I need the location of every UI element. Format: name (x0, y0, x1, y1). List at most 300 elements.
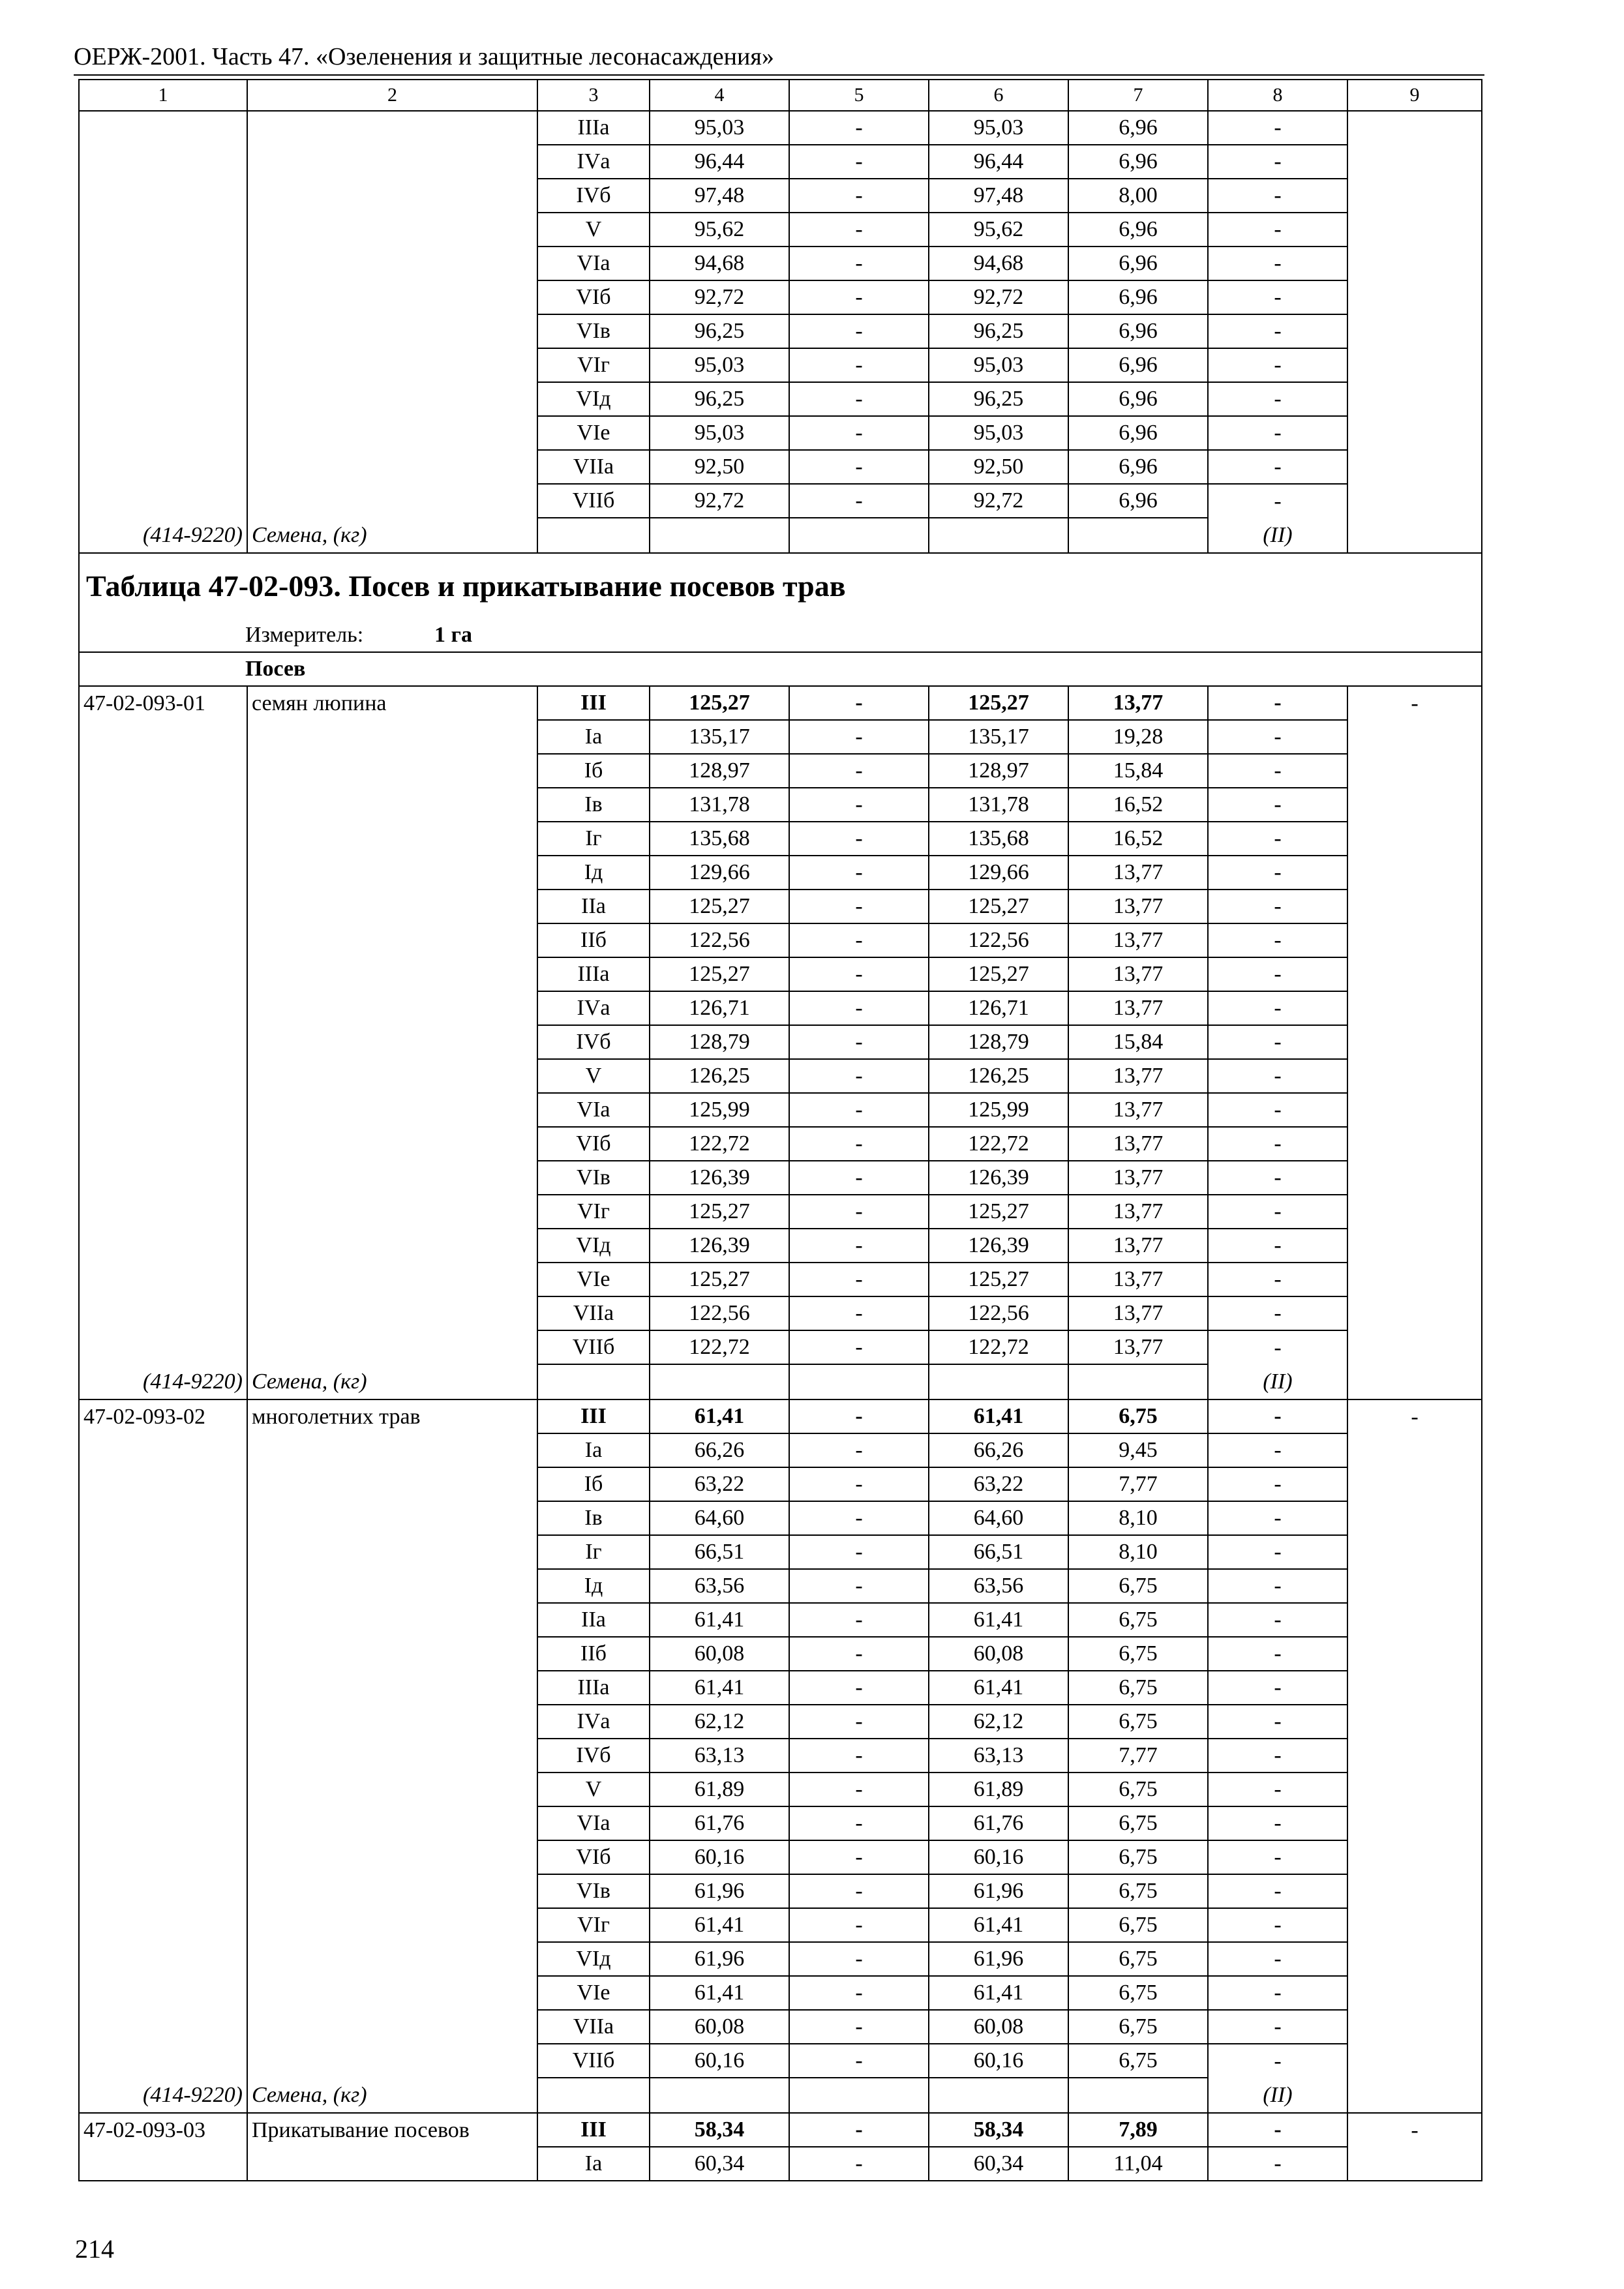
col9-cell (1347, 2044, 1482, 2078)
value-cell: - (1208, 754, 1347, 788)
name-cell (247, 247, 537, 280)
name-cell (247, 1773, 537, 1806)
zone-cell: IVб (537, 1739, 650, 1773)
value-cell: 126,25 (650, 1059, 789, 1093)
code-cell (79, 280, 247, 314)
value-cell: 13,77 (1068, 991, 1208, 1025)
value-cell: 95,03 (650, 416, 789, 450)
measure-cell (79, 619, 1482, 652)
col9-cell (1347, 1330, 1482, 1364)
code-cell (79, 1263, 247, 1296)
value-cell: 66,51 (650, 1535, 789, 1569)
value-cell: 122,72 (650, 1127, 789, 1161)
table-row (79, 1025, 1482, 1059)
name-cell (247, 1501, 537, 1535)
value-cell: - (1208, 1535, 1347, 1569)
value-cell: 8,00 (1068, 179, 1208, 213)
header-rule (74, 74, 1484, 76)
zone-cell: VIб (537, 1840, 650, 1874)
value-cell: - (1208, 1093, 1347, 1127)
value-cell: - (789, 1467, 929, 1501)
value-cell: - (789, 1025, 929, 1059)
value-cell: - (789, 348, 929, 382)
name-cell (247, 314, 537, 348)
table-row (79, 923, 1482, 957)
table-row (79, 1467, 1482, 1501)
col9-cell (1347, 1025, 1482, 1059)
col9-cell (1347, 1093, 1482, 1127)
page-number: 214 (75, 2234, 114, 2264)
table-row (79, 247, 1482, 280)
value-cell: 13,77 (1068, 856, 1208, 890)
name-cell (247, 991, 537, 1025)
value-cell: 126,39 (929, 1161, 1068, 1195)
empty-cell (537, 2078, 650, 2113)
col9-cell: - (1347, 2113, 1482, 2147)
value-cell: - (1208, 1603, 1347, 1637)
name-cell (247, 416, 537, 450)
value-cell: - (789, 822, 929, 856)
zone-cell: VIе (537, 1263, 650, 1296)
zone-cell: VIе (537, 416, 650, 450)
value-cell: 60,34 (650, 2147, 789, 2181)
zone-cell: IVа (537, 1705, 650, 1739)
zone-cell: Iб (537, 754, 650, 788)
zone-cell: VIа (537, 1093, 650, 1127)
value-cell: 61,41 (650, 1399, 789, 1433)
name-cell (247, 1705, 537, 1739)
resource-code: (414-9220) (79, 1364, 247, 1399)
column-number: 6 (929, 80, 1068, 111)
name-cell (247, 1296, 537, 1330)
code-cell (79, 1739, 247, 1773)
code-cell (79, 145, 247, 179)
code-cell (79, 1330, 247, 1364)
value-cell: 6,75 (1068, 1637, 1208, 1671)
value-cell: - (1208, 416, 1347, 450)
value-cell: - (1208, 213, 1347, 247)
value-cell: 13,77 (1068, 686, 1208, 720)
zone-cell: IVб (537, 179, 650, 213)
value-cell: - (1208, 2044, 1347, 2078)
col9-cell (1347, 1773, 1482, 1806)
value-cell: 92,72 (929, 484, 1068, 518)
table-row (79, 1806, 1482, 1840)
value-cell: 6,75 (1068, 1942, 1208, 1976)
code-cell (79, 1195, 247, 1229)
empty-cell (650, 2078, 789, 2113)
col9-cell (1347, 1263, 1482, 1296)
name-cell (247, 1637, 537, 1671)
value-cell: 62,12 (929, 1705, 1068, 1739)
code-cell (79, 822, 247, 856)
name-cell (247, 1263, 537, 1296)
col9-cell (1347, 382, 1482, 416)
value-cell: 135,17 (650, 720, 789, 754)
resource-name: Семена, (кг) (247, 518, 537, 553)
name-cell (247, 1671, 537, 1705)
value-cell: 60,08 (929, 1637, 1068, 1671)
value-cell: 13,77 (1068, 1195, 1208, 1229)
value-cell: 95,62 (650, 213, 789, 247)
col9-cell (1347, 1908, 1482, 1942)
col9-cell (1347, 957, 1482, 991)
value-cell: 135,68 (929, 822, 1068, 856)
value-cell: 6,96 (1068, 416, 1208, 450)
name-cell (247, 1093, 537, 1127)
code-cell (79, 788, 247, 822)
table-row (79, 1739, 1482, 1773)
name-cell (247, 213, 537, 247)
resource-footer-row (79, 2078, 1482, 2113)
name-cell (247, 484, 537, 518)
zone-cell: Iг (537, 1535, 650, 1569)
table-row (79, 1195, 1482, 1229)
value-cell: 61,41 (650, 1976, 789, 2010)
col9-cell (1347, 314, 1482, 348)
table-row (79, 822, 1482, 856)
name-cell (247, 856, 537, 890)
code-cell (79, 1840, 247, 1874)
col9-cell (1347, 1229, 1482, 1263)
value-cell: - (1208, 822, 1347, 856)
zone-cell: VIв (537, 1161, 650, 1195)
value-cell: 60,08 (650, 2010, 789, 2044)
zone-cell: VIд (537, 1942, 650, 1976)
table-row (79, 754, 1482, 788)
table-row (79, 213, 1482, 247)
col9-cell (1347, 856, 1482, 890)
value-cell: - (1208, 1806, 1347, 1840)
value-cell: 6,75 (1068, 1671, 1208, 1705)
value-cell: - (789, 1840, 929, 1874)
value-cell: 6,96 (1068, 145, 1208, 179)
name-cell (247, 1603, 537, 1637)
value-cell: 19,28 (1068, 720, 1208, 754)
code-cell (79, 1908, 247, 1942)
code-cell: 47-02-093-03 (79, 2113, 247, 2147)
value-cell: - (789, 720, 929, 754)
col9-cell (1347, 1569, 1482, 1603)
value-cell: 6,75 (1068, 1705, 1208, 1739)
name-cell (247, 111, 537, 145)
value-cell: 95,03 (929, 111, 1068, 145)
value-cell: 126,71 (929, 991, 1068, 1025)
value-cell: 7,89 (1068, 2113, 1208, 2147)
value-cell: - (789, 1874, 929, 1908)
value-cell: - (1208, 111, 1347, 145)
zone-cell: Iа (537, 2147, 650, 2181)
table-row (79, 1059, 1482, 1093)
value-cell: - (1208, 247, 1347, 280)
col9-cell (1347, 1739, 1482, 1773)
value-cell: - (1208, 1637, 1347, 1671)
table-row (79, 111, 1482, 145)
name-cell (247, 1908, 537, 1942)
empty-cell (789, 2078, 929, 2113)
value-cell: - (1208, 1025, 1347, 1059)
zone-cell: IIIа (537, 957, 650, 991)
value-cell: 125,99 (650, 1093, 789, 1127)
code-cell (79, 2044, 247, 2078)
value-cell: - (1208, 179, 1347, 213)
value-cell: - (1208, 1127, 1347, 1161)
zone-cell: VIIб (537, 484, 650, 518)
value-cell: - (789, 1161, 929, 1195)
value-cell: - (1208, 382, 1347, 416)
name-cell (247, 1330, 537, 1364)
value-cell: - (1208, 145, 1347, 179)
value-cell: - (1208, 788, 1347, 822)
empty-cell (1068, 518, 1208, 553)
table-title: Таблица 47-02-093. Посев и прикатывание посевов трав (79, 553, 1482, 619)
table-row (79, 720, 1482, 754)
value-cell: - (1208, 1229, 1347, 1263)
value-cell: - (1208, 1739, 1347, 1773)
zone-cell: Iг (537, 822, 650, 856)
value-cell: - (789, 2044, 929, 2078)
col9-cell (1347, 788, 1482, 822)
zone-cell: VIг (537, 1195, 650, 1229)
resource-code: (414-9220) (79, 2078, 247, 2113)
value-cell: 60,34 (929, 2147, 1068, 2181)
value-cell: 122,72 (650, 1330, 789, 1364)
table-row (79, 1773, 1482, 1806)
name-cell (247, 1840, 537, 1874)
name-cell: семян люпина (247, 686, 537, 720)
col9-cell (1347, 754, 1482, 788)
col9-cell (1347, 1840, 1482, 1874)
table-row (79, 1942, 1482, 1976)
value-cell: 125,27 (929, 957, 1068, 991)
value-cell: 63,56 (929, 1569, 1068, 1603)
empty-cell (650, 518, 789, 553)
table-row (79, 382, 1482, 416)
value-cell: 125,27 (929, 1195, 1068, 1229)
value-cell: - (789, 484, 929, 518)
value-cell: 92,72 (929, 280, 1068, 314)
name-cell: многолетних трав (247, 1399, 537, 1433)
value-cell: 6,75 (1068, 1976, 1208, 2010)
empty-cell (789, 518, 929, 553)
value-cell: 63,13 (650, 1739, 789, 1773)
empty-cell (1068, 1364, 1208, 1399)
name-cell (247, 1535, 537, 1569)
col9-cell (1347, 1671, 1482, 1705)
col9-cell (1347, 1942, 1482, 1976)
value-cell: 95,03 (929, 348, 1068, 382)
zone-cell: Iд (537, 1569, 650, 1603)
value-cell: 135,17 (929, 720, 1068, 754)
value-cell: - (789, 145, 929, 179)
name-cell (247, 788, 537, 822)
name-cell (247, 1467, 537, 1501)
value-cell: 13,77 (1068, 890, 1208, 923)
value-cell: 61,76 (650, 1806, 789, 1840)
value-cell: 125,27 (929, 890, 1068, 923)
value-cell: 61,41 (929, 1603, 1068, 1637)
code-cell (79, 923, 247, 957)
table-row (79, 416, 1482, 450)
value-cell: - (789, 890, 929, 923)
value-cell: 125,27 (929, 1263, 1068, 1296)
col9-cell (1347, 213, 1482, 247)
table-row (79, 1535, 1482, 1569)
table-row (79, 1603, 1482, 1637)
table-row (79, 1433, 1482, 1467)
zone-cell: VIв (537, 1874, 650, 1908)
col9-cell (1347, 416, 1482, 450)
value-cell: 6,75 (1068, 1840, 1208, 1874)
value-cell: - (789, 1330, 929, 1364)
value-cell: 128,97 (929, 754, 1068, 788)
name-cell (247, 1942, 537, 1976)
value-cell: 6,75 (1068, 2010, 1208, 2044)
value-cell: - (1208, 1296, 1347, 1330)
value-cell: 60,16 (929, 2044, 1068, 2078)
name-cell (247, 1161, 537, 1195)
measure-value: 1 га (434, 623, 472, 647)
value-cell: 9,45 (1068, 1433, 1208, 1467)
value-cell: - (1208, 1874, 1347, 1908)
code-cell (79, 1093, 247, 1127)
value-cell: 13,77 (1068, 1127, 1208, 1161)
value-cell: 16,52 (1068, 788, 1208, 822)
resource-class: (II) (1208, 518, 1347, 553)
zone-cell: VIб (537, 280, 650, 314)
value-cell: 94,68 (650, 247, 789, 280)
zone-cell: IIIа (537, 111, 650, 145)
value-cell: - (789, 1806, 929, 1840)
table-row (79, 1705, 1482, 1739)
zone-cell: IVа (537, 145, 650, 179)
empty-cell (789, 1364, 929, 1399)
code-cell (79, 1161, 247, 1195)
value-cell: - (789, 1637, 929, 1671)
column-number: 1 (79, 80, 247, 111)
value-cell: - (1208, 450, 1347, 484)
section-cell (79, 652, 1482, 686)
code-cell (79, 890, 247, 923)
value-cell: 58,34 (929, 2113, 1068, 2147)
value-cell: 96,44 (929, 145, 1068, 179)
name-cell (247, 720, 537, 754)
code-cell (79, 856, 247, 890)
empty-cell (1347, 518, 1482, 553)
empty-cell (1347, 1364, 1482, 1399)
zone-cell: Iа (537, 1433, 650, 1467)
value-cell: - (1208, 720, 1347, 754)
value-cell: 92,72 (650, 280, 789, 314)
value-cell: 92,50 (929, 450, 1068, 484)
value-cell: 128,97 (650, 754, 789, 788)
value-cell: 63,22 (929, 1467, 1068, 1501)
value-cell: 61,41 (929, 1976, 1068, 2010)
value-cell: - (1208, 1942, 1347, 1976)
value-cell: 13,77 (1068, 1161, 1208, 1195)
col9-cell (1347, 822, 1482, 856)
zone-cell: VIг (537, 1908, 650, 1942)
value-cell: 60,16 (650, 2044, 789, 2078)
value-cell: 63,22 (650, 1467, 789, 1501)
value-cell: 7,77 (1068, 1739, 1208, 1773)
value-cell: 61,89 (650, 1773, 789, 1806)
value-cell: - (1208, 1399, 1347, 1433)
value-cell: 13,77 (1068, 1229, 1208, 1263)
code-cell (79, 1976, 247, 2010)
code-cell (79, 111, 247, 145)
code-cell (79, 416, 247, 450)
code-cell (79, 1705, 247, 1739)
value-cell: 6,75 (1068, 1874, 1208, 1908)
value-cell: - (789, 1569, 929, 1603)
resource-code: (414-9220) (79, 518, 247, 553)
value-cell: 122,56 (929, 923, 1068, 957)
value-cell: 128,79 (929, 1025, 1068, 1059)
column-number: 9 (1347, 80, 1482, 111)
value-cell: 128,79 (650, 1025, 789, 1059)
value-cell: 96,25 (929, 382, 1068, 416)
code-cell (79, 1773, 247, 1806)
empty-cell (929, 1364, 1068, 1399)
value-cell: - (789, 314, 929, 348)
table-row (79, 856, 1482, 890)
value-cell: 95,62 (929, 213, 1068, 247)
value-cell: 6,96 (1068, 247, 1208, 280)
col9-cell (1347, 111, 1482, 145)
value-cell: 122,56 (650, 923, 789, 957)
zone-cell: III (537, 2113, 650, 2147)
col9-cell (1347, 1976, 1482, 2010)
code-cell (79, 1501, 247, 1535)
value-cell: 6,96 (1068, 382, 1208, 416)
name-cell: Прикатывание посевов (247, 2113, 537, 2147)
value-cell: 126,39 (650, 1161, 789, 1195)
value-cell: 6,96 (1068, 314, 1208, 348)
zone-cell: VIIб (537, 1330, 650, 1364)
code-cell (79, 1296, 247, 1330)
value-cell: - (1208, 1976, 1347, 2010)
table-row (79, 1908, 1482, 1942)
value-cell: 60,08 (650, 1637, 789, 1671)
value-cell: - (1208, 1433, 1347, 1467)
value-cell: 126,39 (650, 1229, 789, 1263)
zone-cell: VIа (537, 247, 650, 280)
zone-cell: VIа (537, 1806, 650, 1840)
column-number: 2 (247, 80, 537, 111)
value-cell: - (789, 856, 929, 890)
col9-cell (1347, 450, 1482, 484)
name-cell (247, 957, 537, 991)
code-cell (79, 2010, 247, 2044)
value-cell: - (1208, 1501, 1347, 1535)
measure-label: Измеритель: (245, 623, 364, 647)
value-cell: - (1208, 314, 1347, 348)
table-row (79, 890, 1482, 923)
col9-cell (1347, 280, 1482, 314)
zone-cell: VIд (537, 382, 650, 416)
name-cell (247, 822, 537, 856)
table-row (79, 1569, 1482, 1603)
value-cell: - (1208, 2010, 1347, 2044)
code-cell (79, 1874, 247, 1908)
zone-cell: IVб (537, 1025, 650, 1059)
value-cell: - (1208, 686, 1347, 720)
name-cell (247, 1569, 537, 1603)
value-cell: - (1208, 856, 1347, 890)
code-cell (79, 957, 247, 991)
value-cell: 95,03 (650, 348, 789, 382)
